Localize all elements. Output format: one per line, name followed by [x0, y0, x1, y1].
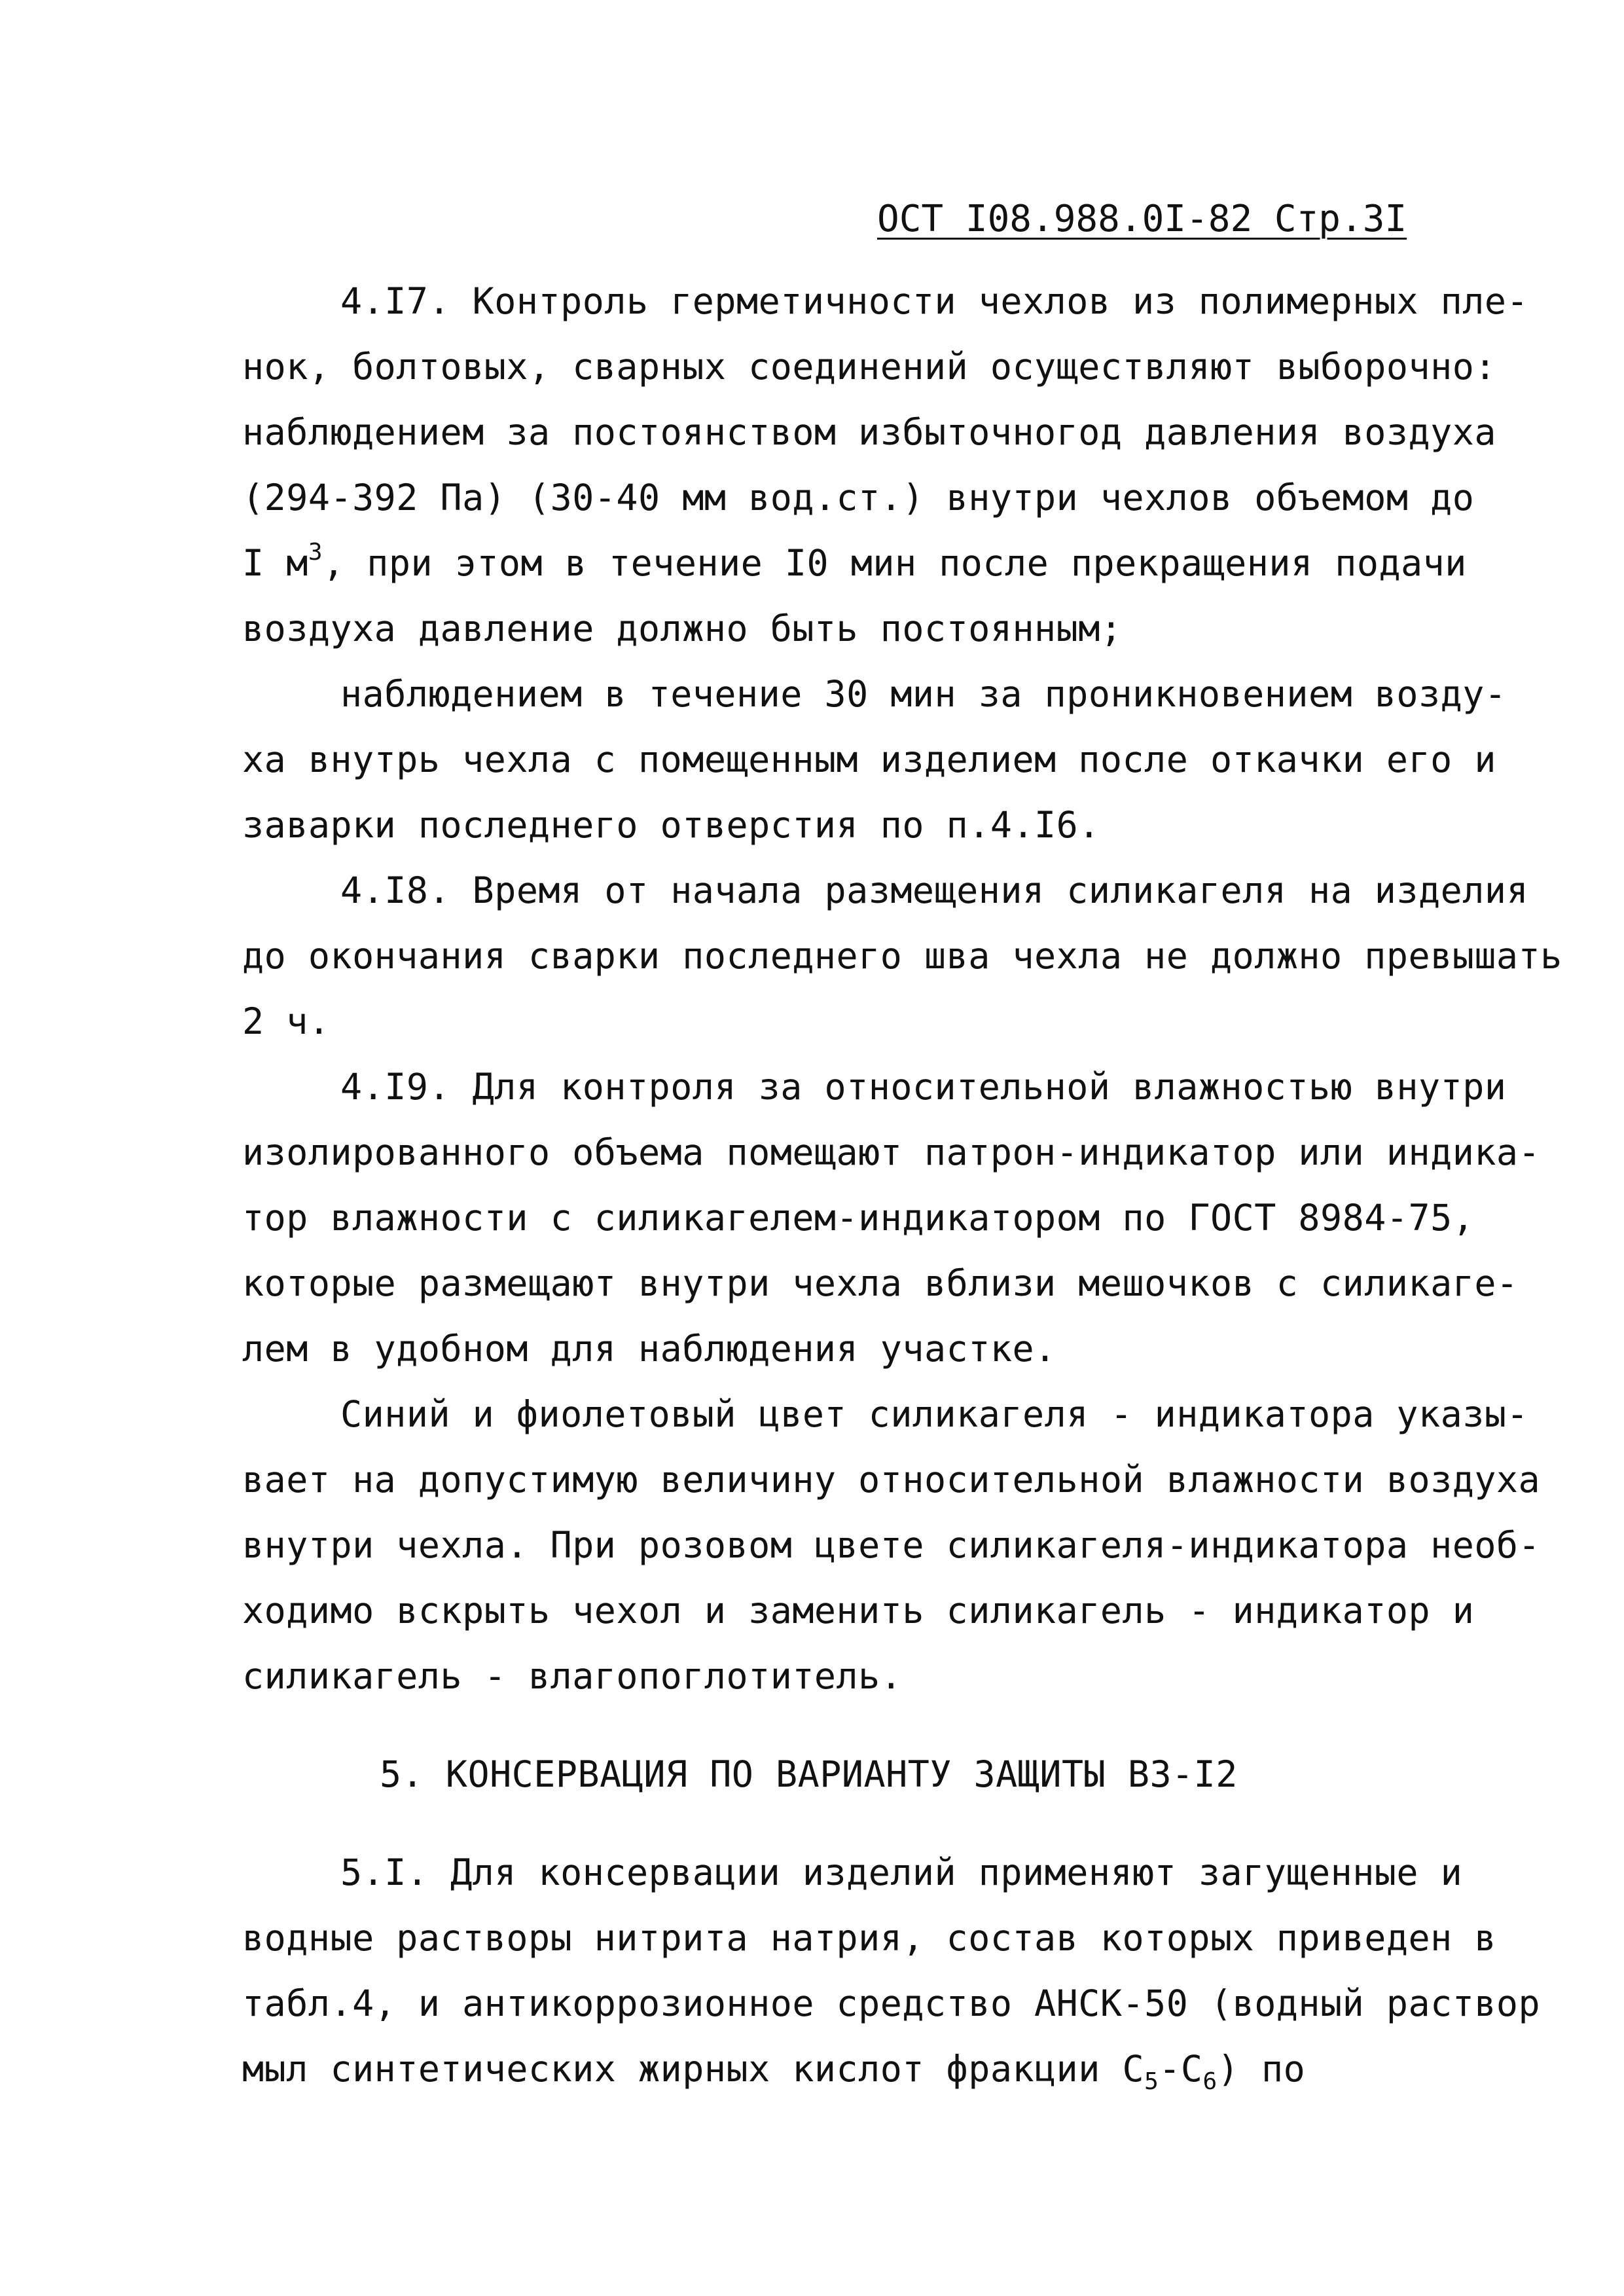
paragraph-line: нок, болтовых, сварных соединений осуществляют выборочно:: [242, 346, 1496, 388]
subscript: 5: [1144, 2068, 1159, 2095]
paragraph-line: изолированного объема помещают патрон-индикатор или индика-: [242, 1131, 1541, 1173]
text-run: -С: [1159, 2048, 1203, 2090]
paragraph-line: 2 ч.: [242, 1000, 331, 1042]
paragraph-line: водные растворы нитрита натрия, состав которых приведен в: [242, 1917, 1496, 1959]
paragraph-line: до окончания сварки последнего шва чехла не должно превышать: [242, 935, 1562, 977]
superscript: 3: [308, 539, 323, 566]
paragraph-line: наблюдением за постоянством избыточногод давления воздуха: [242, 411, 1496, 453]
paragraph-line: тор влажности с силикагелем-индикатором по ГОСТ 8984-75,: [242, 1197, 1475, 1239]
text-run: I м: [242, 542, 308, 584]
paragraph-line: (294-392 Па) (30-40 мм вод.ст.) внутри чехлов объемом до: [242, 477, 1475, 519]
paragraph-line: заварки последнего отверстия по п.4.I6.: [242, 804, 1100, 846]
paragraph-line: [242, 2046, 1306, 2095]
paragraph-line: 4.I7. Контроль герметичности чехлов из полимерных пле-: [340, 280, 1529, 322]
paragraph-line: Синий и фиолетовый цвет силикагеля - индикатора указы-: [340, 1393, 1529, 1435]
paragraph-line: [242, 540, 1467, 586]
paragraph-line: внутри чехла. При розовом цвете силикагеля-индикатора необ-: [242, 1524, 1541, 1566]
paragraph-line: 4.I8. Время от начала размещения силикагеля на изделия: [340, 869, 1529, 911]
paragraph-line: воздуха давление должно быть постоянным;: [242, 608, 1123, 649]
paragraph-line: ходимо вскрыть чехол и заменить силикагель - индикатор и: [242, 1590, 1475, 1631]
paragraph-line: наблюдением в течение 30 мин за проникновением возду-: [340, 673, 1507, 715]
paragraph-line: 5.I. Для консервации изделий применяют загущенные и: [340, 1851, 1463, 1893]
section-heading: 5. КОНСЕРВАЦИЯ ПО ВАРИАНТУ ЗАЩИТЫ ВЗ-I2: [380, 1753, 1238, 1795]
paragraph-line: вает на допустимую величину относительной влажности воздуха: [242, 1459, 1541, 1501]
paragraph-line: лем в удобном для наблюдения участке.: [242, 1328, 1056, 1370]
page-header: ОСТ I08.988.0I-82 Стр.3I: [877, 198, 1407, 240]
paragraph-line: силикагель - влагопоглотитель.: [242, 1655, 903, 1697]
paragraph-line: 4.I9. Для контроля за относительной влажностью внутри: [340, 1066, 1507, 1108]
paragraph-line: табл.4, и антикоррозионное средство АНСК-50 (водный раствор: [242, 1982, 1541, 2024]
text-run: , при этом в течение I0 мин после прекращения подачи: [323, 542, 1467, 584]
text-run: мыл синтетических жирных кислот фракции С: [242, 2048, 1145, 2090]
subscript: 6: [1202, 2068, 1218, 2095]
paragraph-line: которые размещают внутри чехла вблизи мешочков с силикаге-: [242, 1262, 1519, 1304]
text-run: ) по: [1217, 2048, 1306, 2090]
paragraph-line: ха внутрь чехла с помещенным изделием после откачки его и: [242, 738, 1496, 780]
